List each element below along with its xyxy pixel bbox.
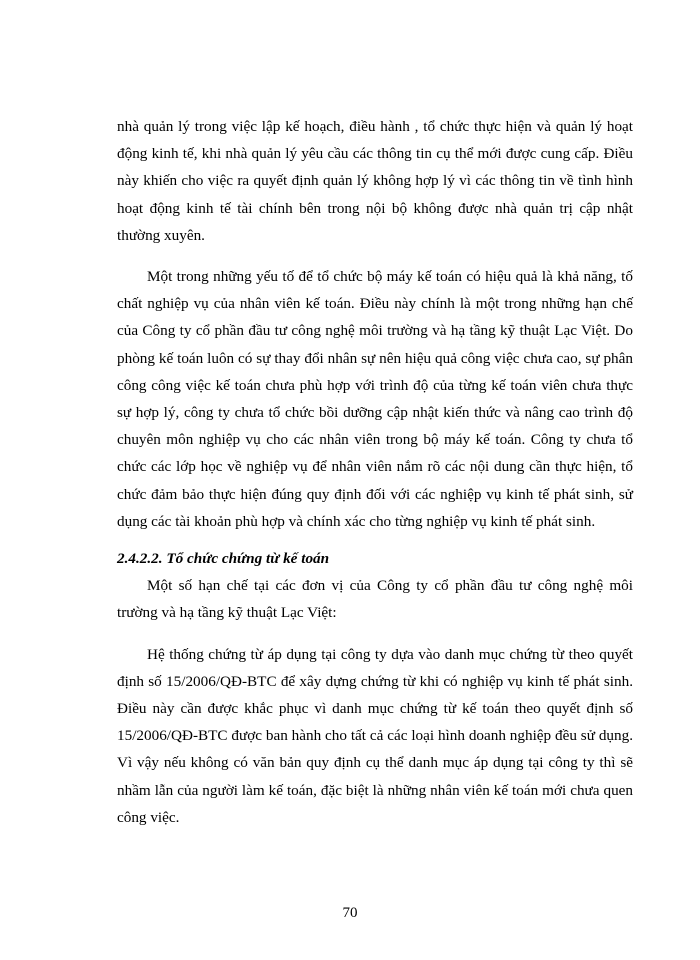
page-number: 70	[342, 905, 358, 921]
paragraph-gap	[117, 249, 633, 263]
paragraph-continuation: nhà quản lý trong việc lập kế hoạch, điều hành , tổ chức thực hiện và quản lý hoạt động kinh tế, khi nhà quản lý yêu cầu các thông tin cụ thể mới được cung cấp. Điều này khiến cho việc ra quyết định quản lý không hợp lý vì các thông tin về tình hình hoạt động kinh tế tài chính bên trong nội bộ không được nhà quản trị cập nhật thường xuyên.	[117, 118, 633, 244]
paragraph-document-system: Hệ thống chứng từ áp dụng tại công ty dựa vào danh mục chứng từ theo quyết định số 15/2006/QĐ-BTC để xây dựng chứng từ khi có nghiệp vụ kinh tế phát sinh. Điều này cần được khắc phục vì danh mục chứng từ kế toán theo quyết định số 15/2006/QĐ-BTC được ban hành cho tất cả các loại hình doanh nghiệp đều sử dụng. Vì vậy nếu không có văn bản quy định cụ thể danh mục áp dụng tại công ty thì sẽ nhầm lẫn của người làm kế toán, đặc biệt là những nhân viên kế toán mới chưa quen công việc.	[117, 645, 633, 826]
section-heading: 2.4.2.2. Tổ chức chứng từ kế toán	[117, 550, 330, 568]
page-body	[117, 113, 633, 831]
paragraph-gap	[117, 535, 633, 545]
paragraph-unit-limitations: Một số hạn chế tại các đơn vị của Công ty cổ phần đầu tư công nghệ môi trường và hạ tầng kỹ thuật Lạc Việt:	[117, 577, 633, 622]
paragraph-staff-limitations: Một trong những yếu tố để tổ chức bộ máy kế toán có hiệu quả là khả năng, tố chất nghiệp vụ của nhân viên kế toán. Điều này chính là một trong những hạn chế của Công ty cổ phần đầu tư công nghệ môi trường và hạ tầng kỹ thuật Lạc Việt. Do phòng kế toán luôn có sự thay đổi nhân sự nên hiệu quả công việc chưa cao, sự phân công công việc kế toán chưa phù hợp với trình độ của từng kế toán viên chưa thực sự hợp lý, công ty chưa tổ chức bồi dưỡng cập nhật kiến thức và nâng cao trình độ chuyên môn nghiệp vụ cho các nhân viên trong bộ máy kế toán. Công ty chưa tổ chức các lớp học về nghiệp vụ để nhân viên nắm rõ các nội dung cần thực hiện, tổ chức đảm bảo thực hiện đúng quy định đối với các nghiệp vụ kinh tế phát sinh, sử dụng các tài khoản phù hợp và chính xác cho từng nghiệp vụ kinh tế phát sinh.	[117, 268, 633, 530]
paragraph-gap	[117, 627, 633, 641]
